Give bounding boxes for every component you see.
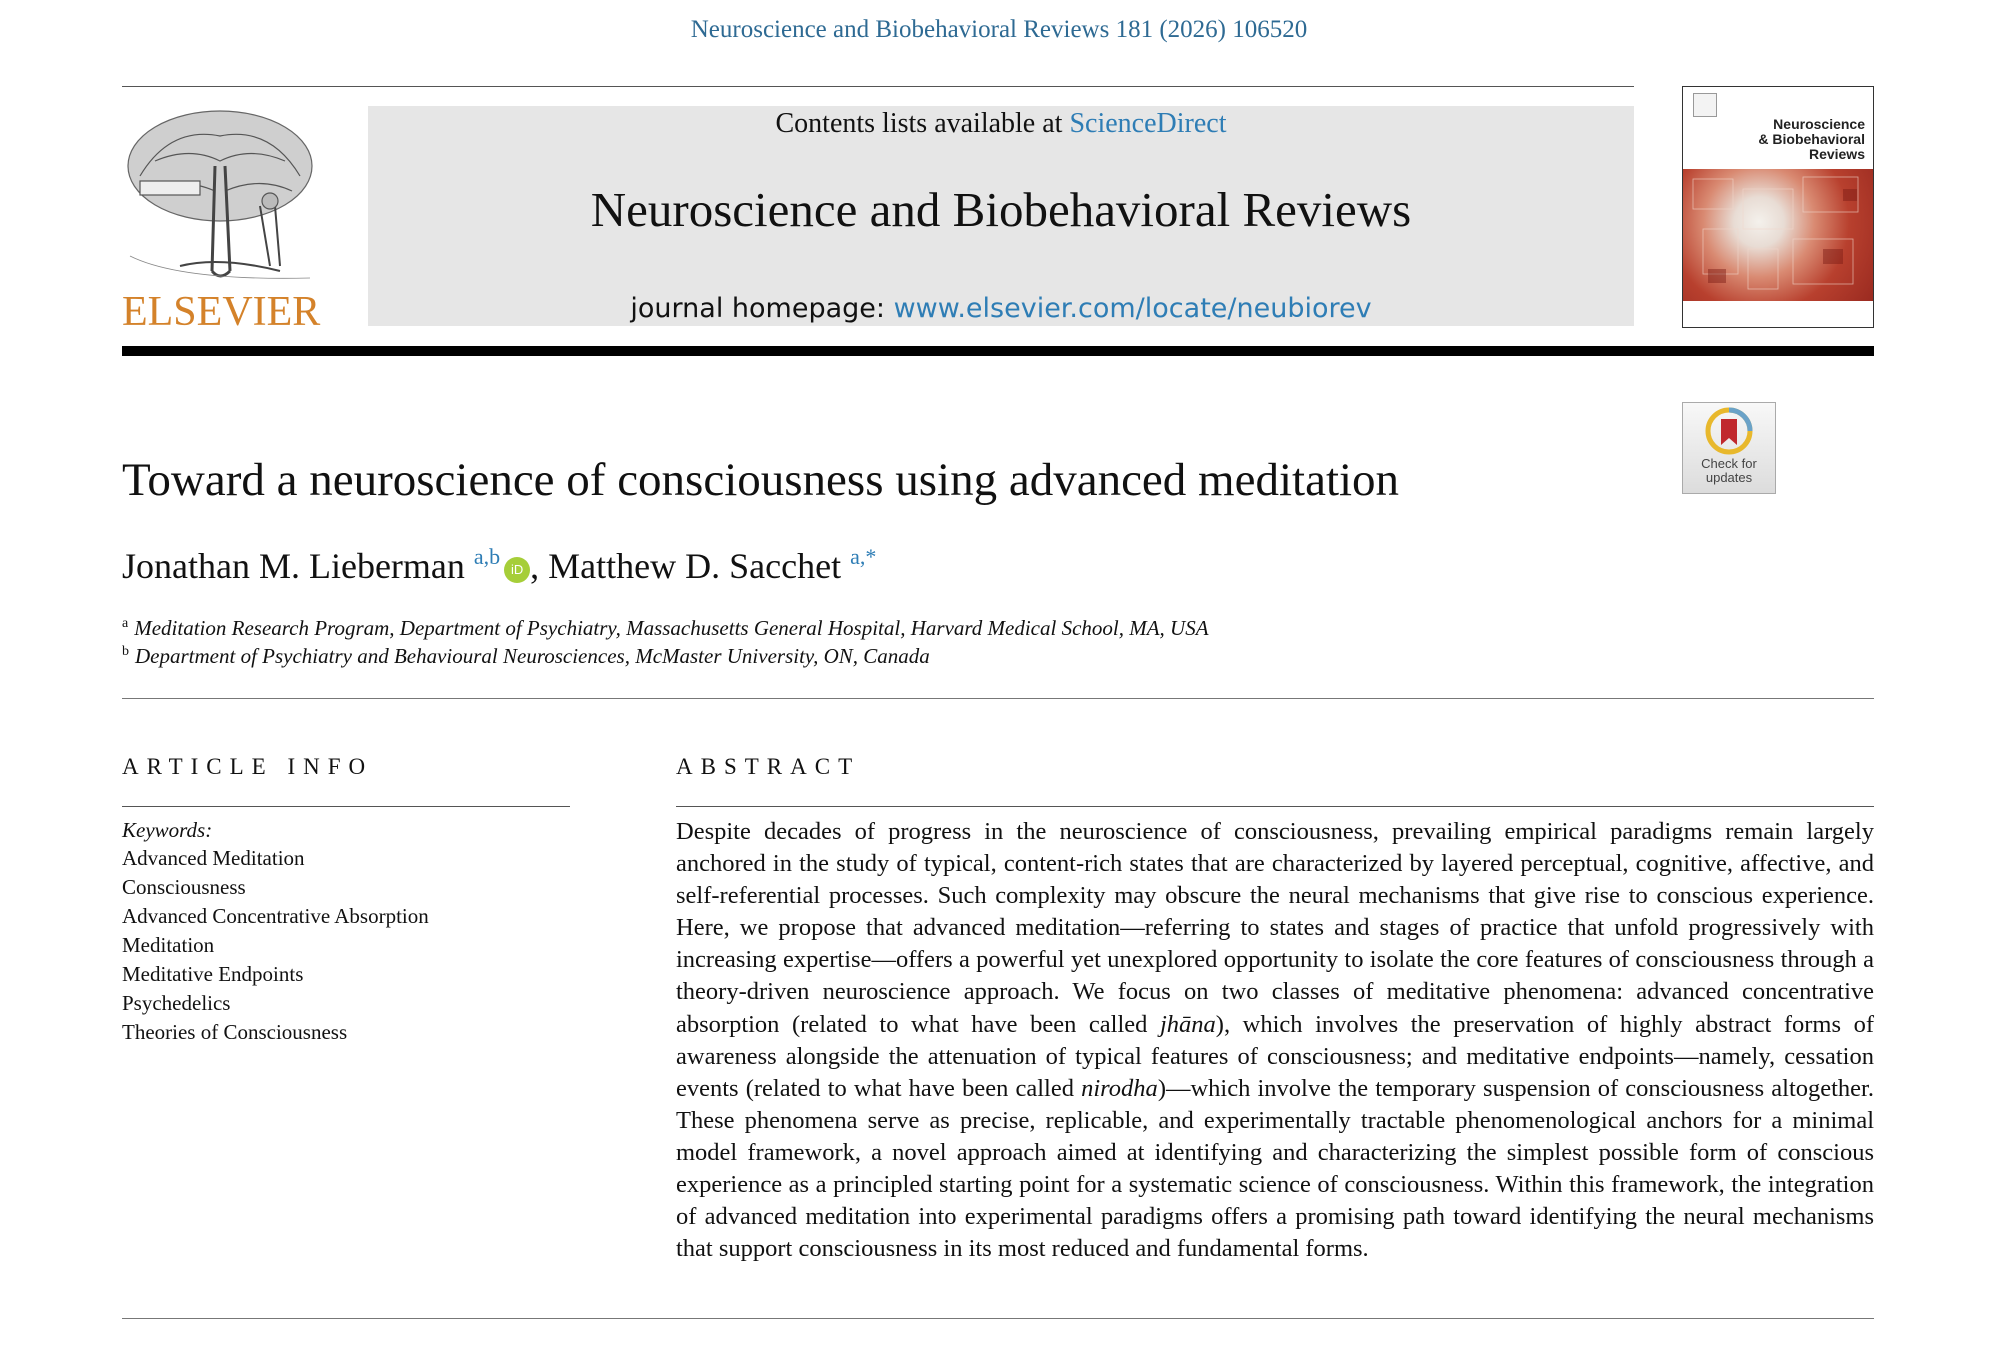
keyword-item: Advanced Meditation <box>122 846 305 870</box>
check-for-updates-button[interactable] <box>1682 402 1776 494</box>
affiliation-text: Department of Psychiatry and Behavioural Neurosciences, McMaster University, ON, Canada <box>135 644 930 668</box>
sciencedirect-link[interactable]: ScienceDirect <box>1069 108 1227 139</box>
check-updates-label-line: updates <box>1705 470 1753 485</box>
affiliation <box>122 614 1209 642</box>
cover-title-line: Neuroscience <box>1773 116 1865 132</box>
journal-cover-thumbnail[interactable] <box>1682 86 1874 328</box>
keyword-item: Advanced Concentrative Absorption <box>122 904 429 928</box>
abstract-term-nirodha: nirodha <box>1081 1074 1158 1102</box>
keyword-item: Consciousness <box>122 875 246 899</box>
journal-homepage-link[interactable]: www.elsevier.com/locate/neubiorev <box>893 293 1372 324</box>
author-name[interactable]: Jonathan M. Lieberman <box>122 546 465 586</box>
homepage-prefix: journal homepage: <box>630 293 894 324</box>
check-updates-label-line: Check for <box>1701 456 1757 471</box>
check-updates-bookmark-icon <box>1705 407 1753 455</box>
cover-title-line: & Biobehavioral <box>1758 131 1865 147</box>
affiliation <box>122 642 930 670</box>
contents-prefix: Contents lists available at <box>775 108 1070 139</box>
abstract-term-jhana: jhāna <box>1159 1010 1216 1038</box>
keywords-label: Keywords: <box>122 818 213 842</box>
cover-elsevier-logo-icon <box>1693 93 1717 117</box>
bottom-divider <box>122 1318 1874 1319</box>
abstract-text-part: Despite decades of progress in the neuroscience of consciousness, prevailing empirical paradigms remain largely anchored in the study of typical, content-rich states that are characterized by layered perceptual, cognitive, affective, and self-referential processes. Such complexity may obscure the neural mechanisms that give rise to conscious experience. Here, we propose that advanced meditation—referring to states and stages of practice that unfold progressively with increasing expertise—offers a powerful yet unexplored opportunity to isolate the core features of consciousness through a theory-driven neuroscience approach. We focus on two classes of meditative phenomena: advanced concentrative absorption (related to what have been called <box>676 818 1874 1038</box>
article-info-heading: ARTICLE INFO <box>122 754 374 779</box>
section-divider <box>122 698 1874 699</box>
journal-homepage-line <box>368 292 1634 326</box>
abstract-body <box>676 816 1874 1265</box>
cover-artwork <box>1683 169 1873 301</box>
article-title: Toward a neuroscience of consciousness using advanced meditation <box>122 454 1400 506</box>
journal-name: Neuroscience and Biobehavioral Reviews <box>590 182 1412 237</box>
author-affiliation-marks[interactable]: a,* <box>850 544 877 569</box>
keyword-list <box>122 844 429 1047</box>
journal-citation[interactable]: Neuroscience and Biobehavioral Reviews 181 (2026) 106520 <box>690 16 1308 43</box>
affiliation-mark: b <box>122 644 129 659</box>
elsevier-wordmark[interactable]: ELSEVIER <box>122 289 321 335</box>
cover-title <box>1715 117 1865 162</box>
author-list <box>122 542 876 590</box>
abstract-text-part: )—which involve the temporary suspension of consciousness altogether. These phenomena serve as precise, replicable, and experimentally tractable phenomenological anchors for a minimal model framework, a novel approach aimed at identifying and characterizing the simplest possible form of conscious experience as a principled starting point for a systematic science of consciousness. Within this framework, the integration of advanced meditation into experimental paradigms offers a promising path toward identifying the neural mechanisms that support consciousness in its most reduced and fundamental forms. <box>676 1074 1874 1263</box>
author-name[interactable]: Matthew D. Sacchet <box>548 546 842 586</box>
header-divider-top <box>122 86 1634 87</box>
header-divider-thick <box>122 346 1874 356</box>
journal-masthead <box>368 106 1634 326</box>
orcid-icon[interactable]: iD <box>504 557 530 583</box>
keyword-item: Meditation <box>122 933 215 957</box>
article-info-divider <box>122 806 570 807</box>
affiliation-text: Meditation Research Program, Department of Psychiatry, Massachusetts General Hospital, Harvard Medical School, MA, USA <box>134 616 1209 640</box>
keyword-item: Meditative Endpoints <box>122 962 304 986</box>
abstract-text-part: ), which involves the preservation of highly abstract forms of awareness alongside the attenuation of typical features of consciousness; and meditative endpoints—namely, cessation events (related to what have been called <box>676 1010 1874 1102</box>
abstract-divider <box>676 806 1874 807</box>
keyword-item: Psychedelics <box>122 991 231 1015</box>
cover-title-line: Reviews <box>1808 146 1865 162</box>
affiliation-mark: a <box>122 616 129 631</box>
contents-availability-line <box>368 106 1634 142</box>
check-updates-label <box>1683 457 1775 485</box>
keyword-item: Theories of Consciousness <box>122 1020 348 1044</box>
author-affiliation-marks[interactable]: a,b <box>473 544 501 569</box>
author-separator: , <box>530 546 549 586</box>
abstract-heading: ABSTRACT <box>676 754 861 779</box>
